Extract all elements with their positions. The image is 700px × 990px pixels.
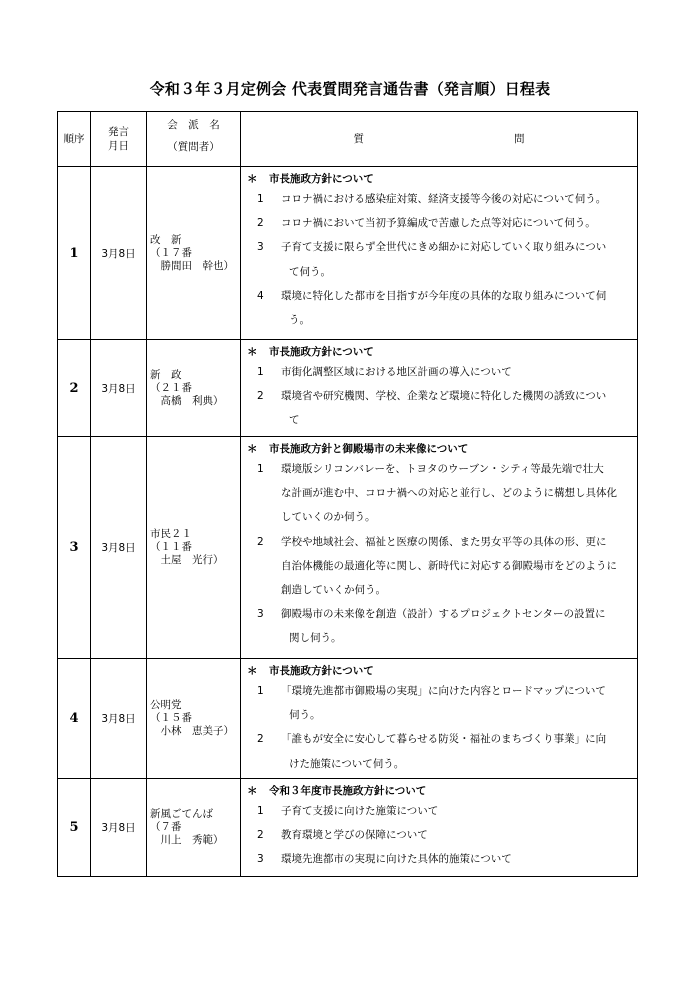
- header-question: [241, 112, 638, 167]
- item-text: 市街化調整区域における地区計画の導入について: [281, 366, 512, 378]
- header-member: （質問者）: [167, 141, 220, 153]
- item-number: 2: [257, 829, 264, 842]
- row-number: 4: [58, 659, 91, 779]
- item-text: 「環境先進都市御殿場の実現」に向けた内容とロードマップについて: [281, 685, 606, 697]
- row-number: 2: [58, 340, 91, 437]
- item-text: 環境に特化した都市を目指すが今年度の具体的な取り組みについて伺: [281, 289, 607, 302]
- row-number: 1: [58, 167, 91, 340]
- header-faction-name: 会 派 名: [167, 119, 220, 131]
- item-number: 3: [257, 241, 264, 254]
- item-text-continued: 伺う。: [289, 709, 321, 722]
- question-topic: [247, 663, 629, 679]
- member-seat: （１５番: [150, 712, 192, 724]
- faction-name: 市民２１: [150, 528, 192, 540]
- item-text: コロナ禍における感染症対策、経済支援等今後の対応について伺う。: [281, 193, 607, 205]
- question-item: [247, 384, 629, 432]
- question-item: [247, 679, 629, 727]
- item-text-continued: な計画が進む中、コロナ禍への対応と並行し、どのように構想し具体化: [281, 487, 617, 500]
- item-number: 1: [257, 366, 264, 378]
- item-text: 子育て支援に限らず全世代にきめ細かに対応していく取り組みについ: [281, 241, 607, 254]
- row-question-cell: [241, 437, 638, 659]
- row-faction-cell: [147, 437, 241, 659]
- header-order: 順序: [58, 112, 91, 167]
- question-item: [247, 211, 629, 235]
- asterisk-icon: ＊: [247, 443, 258, 455]
- row-date: 3月8日: [91, 779, 147, 877]
- faction-name: 新風ごてんば: [150, 808, 213, 820]
- topic-text: 令和３年度市長施政方針について: [269, 785, 427, 797]
- header-date: [91, 112, 147, 167]
- topic-text: 市長施政方針について: [269, 173, 374, 185]
- question-item: [247, 360, 629, 384]
- item-text: 御殿場市の未来像を創造（設計）するプロジェクトセンターの設置に: [281, 608, 606, 621]
- item-text: 環境省や研究機関、学校、企業など環境に特化した機関の誘致につい: [281, 390, 607, 403]
- row-number: 3: [58, 437, 91, 659]
- question-item: [247, 284, 629, 332]
- table-row: [58, 437, 638, 659]
- row-question-cell: [241, 659, 638, 779]
- question-item: [247, 727, 629, 775]
- question-item: [247, 530, 629, 603]
- question-item: [247, 823, 629, 847]
- item-number: 1: [257, 463, 264, 475]
- item-text-continued: けた施策について伺う。: [289, 757, 405, 770]
- member-name: 勝間田 幹也）: [150, 259, 234, 272]
- item-text-continued: 自治体機能の最適化等に関し、新時代に対応する御殿場市をどのように: [281, 559, 617, 572]
- row-faction-cell: [147, 340, 241, 437]
- member-seat: （１７番: [150, 246, 192, 259]
- row-faction-cell: [147, 779, 241, 877]
- item-text: 教育環境と学びの保障について: [281, 829, 428, 842]
- question-item: [247, 799, 629, 823]
- member-name: 土屋 光行）: [150, 554, 224, 566]
- item-number: 4: [257, 289, 264, 302]
- topic-text: 市長施政方針について: [269, 665, 374, 677]
- item-number: 1: [257, 805, 264, 817]
- item-text-continued: 関し伺う。: [289, 632, 342, 645]
- item-number: 1: [257, 193, 264, 205]
- faction-name: 公明党: [150, 699, 182, 711]
- table-header-row: [58, 112, 638, 167]
- row-faction-cell: [147, 167, 241, 340]
- page-title: 令和３年３月定例会 代表質問発言通告書（発言順）日程表: [149, 80, 551, 98]
- item-text: コロナ禍において当初予算編成で苦慮した点等対応について伺う。: [281, 217, 596, 230]
- header-question-a: 質: [353, 133, 364, 145]
- header-question-b: 問: [514, 133, 525, 145]
- item-text: 環境先進都市の実現に向けた具体的施策について: [281, 853, 512, 866]
- question-topic: [247, 783, 629, 799]
- question-item: [247, 187, 629, 211]
- question-item: [247, 602, 629, 650]
- row-question-cell: [241, 167, 638, 340]
- item-text: 子育て支援に向けた施策について: [281, 805, 439, 817]
- asterisk-icon: ＊: [247, 346, 258, 358]
- header-faction: [147, 112, 241, 167]
- item-number: 2: [257, 535, 264, 548]
- asterisk-icon: ＊: [247, 665, 258, 677]
- item-text: 学校や地域社会、福祉と医療の関係、また男女平等の具体の形、更に: [281, 535, 607, 548]
- row-faction-cell: [147, 659, 241, 779]
- item-number: 1: [257, 685, 264, 697]
- item-number: 3: [257, 608, 264, 621]
- faction-name: 新 政: [150, 368, 182, 381]
- row-date: 3月8日: [91, 167, 147, 340]
- item-number: 2: [257, 217, 264, 230]
- item-text: 環境版シリコンバレーを、トヨタのウーブン・シティ等最先端で壮大: [281, 463, 604, 475]
- item-number: 3: [257, 853, 264, 866]
- member-seat: （７番: [150, 821, 182, 833]
- header-date-line2: 月日: [108, 140, 129, 152]
- asterisk-icon: ＊: [247, 785, 258, 797]
- item-text-continued: て伺う。: [289, 265, 331, 278]
- member-seat: （２１番: [150, 381, 192, 394]
- member-name: 高橋 利典）: [150, 394, 224, 407]
- item-text-continued: て: [289, 414, 300, 427]
- topic-text: 市長施政方針と御殿場市の未来像について: [269, 443, 469, 455]
- table-row: [58, 167, 638, 340]
- member-name: 川上 秀範）: [150, 834, 224, 846]
- item-text-continued: う。: [289, 314, 310, 327]
- question-topic: [247, 344, 629, 360]
- question-topic: [247, 441, 629, 457]
- row-question-cell: [241, 779, 638, 877]
- schedule-table: [57, 111, 638, 877]
- row-question-cell: [241, 340, 638, 437]
- table-row: [58, 340, 638, 437]
- row-number: 5: [58, 779, 91, 877]
- member-name: 小林 恵美子）: [150, 725, 234, 737]
- item-number: 2: [257, 390, 264, 403]
- row-date: 3月8日: [91, 437, 147, 659]
- item-text-continued: 創造していくか伺う。: [281, 584, 386, 597]
- item-number: 2: [257, 733, 264, 746]
- item-text-continued: していくのか伺う。: [281, 511, 376, 524]
- item-text: 「誰もが安全に安心して暮らせる防災・福祉のまちづくり事業」に向: [281, 733, 607, 746]
- member-seat: （１１番: [150, 541, 192, 553]
- faction-name: 改 新: [150, 233, 182, 246]
- question-item: [247, 235, 629, 283]
- question-item: [247, 847, 629, 871]
- row-date: 3月8日: [91, 659, 147, 779]
- header-date-line1: 発言: [108, 126, 129, 138]
- asterisk-icon: ＊: [247, 173, 258, 185]
- topic-text: 市長施政方針について: [269, 346, 374, 358]
- table-row: [58, 779, 638, 877]
- row-date: 3月8日: [91, 340, 147, 437]
- question-item: [247, 457, 629, 530]
- question-topic: [247, 171, 629, 187]
- table-row: [58, 659, 638, 779]
